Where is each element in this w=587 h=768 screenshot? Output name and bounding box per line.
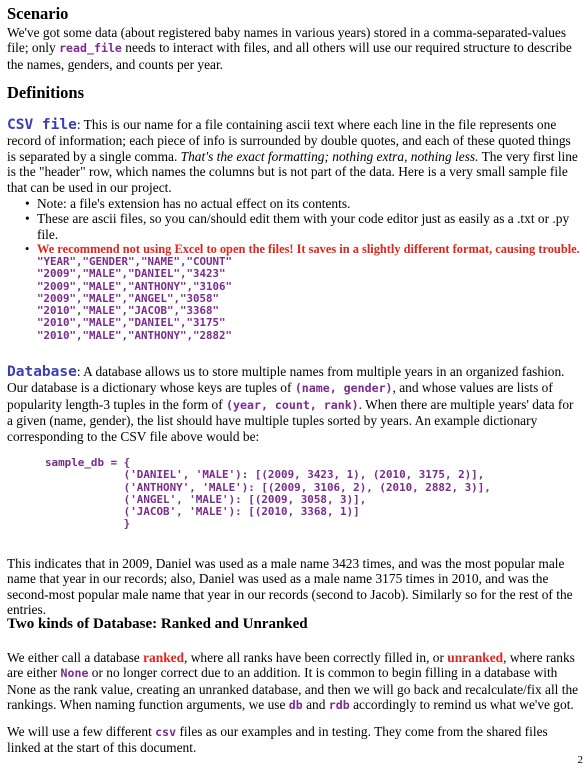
code-line: "2009","MALE","DANIEL","3423" xyxy=(37,267,226,281)
csv-sample-code xyxy=(37,256,557,342)
name-gender-code: (name, gender) xyxy=(294,381,393,396)
db-code: db xyxy=(288,698,303,713)
bullet-icon: • xyxy=(25,196,30,212)
bullet-icon: • xyxy=(25,211,30,227)
code-line: "2010","MALE","ANTHONY","2882" xyxy=(37,328,233,342)
csv-definition xyxy=(7,117,581,258)
read-file-code: read_file xyxy=(59,41,122,56)
unranked-term: unranked xyxy=(447,650,504,665)
database-definition xyxy=(7,364,581,444)
ranked-term: ranked xyxy=(143,650,185,665)
code-line: "2010","MALE","DANIEL","3175" xyxy=(37,316,226,330)
sample-dict-code xyxy=(45,457,581,531)
csv-notes-list xyxy=(7,196,581,258)
code-line: "2009","MALE","ANTHONY","3106" xyxy=(37,279,233,293)
code-line: ('ANTHONY', 'MALE'): [(2009, 3106, 2), (2010, 2882, 3)], xyxy=(123,480,491,494)
ranked-unranked-paragraph-block xyxy=(7,650,581,714)
year-count-rank-code: (year, count, rank) xyxy=(226,397,359,412)
none-code: None xyxy=(60,666,89,681)
code-line: "YEAR","GENDER","NAME","COUNT" xyxy=(37,255,233,268)
two-kinds-section xyxy=(7,615,581,633)
definitions-heading: Definitions xyxy=(7,83,85,102)
csv-files-paragraph: We will use a few different csv files as our examples and in testing. They come from the shared files linked at the start of this document. xyxy=(7,724,548,756)
rdb-code: rdb xyxy=(328,698,350,713)
code-line: "2010","MALE","JACOB","3368" xyxy=(37,304,220,318)
code-line: ('DANIEL', 'MALE'): [(2009, 3423, 1), (2010, 3175, 2)], xyxy=(123,468,485,482)
code-line: ('ANGEL', 'MALE'): [(2009, 3058, 3)], xyxy=(123,492,367,506)
ranked-unranked-paragraph: We either call a database ranked, where all ranks have been correctly filled in, or unranked, where ranks are either None or no longer correct due to an addition. It is common to begin filling in a database with None as the rank value, creating an unranked database, and then we will go back and recalculate/fix all the rankings. When naming function arguments, we use db and rdb accordingly to remind us what we've got. xyxy=(7,650,579,713)
code-line: } xyxy=(45,517,131,531)
two-kinds-heading: Two kinds of Database: Ranked and Unranked xyxy=(7,616,308,632)
list-item-warning: • We recommend not using Excel to open the files! It saves in a slightly different format, causing trouble. xyxy=(25,242,580,257)
page-number: 2 xyxy=(577,753,583,766)
code-line: ('JACOB', 'MALE'): [(2010, 3368, 1)] xyxy=(123,505,360,519)
code-line: "2009","MALE","ANGEL","3058" xyxy=(37,291,220,305)
explanation xyxy=(7,556,581,618)
csv-paragraph: CSV file: This is our name for a file containing ascii text where each line in the file represents one record of information; each piece of info is surrounded by double quotes, and each of these quoted things is separated by a single comma. That's the exact formatting; nothing extra, nothing less. The very first line is the "header" row, which names the columns but is not part of the data. Here is a very small sample file that can be used in our project. xyxy=(7,117,578,195)
csv-code: csv xyxy=(155,725,177,739)
database-term: Database xyxy=(7,364,77,380)
bullet-icon: • xyxy=(25,242,30,257)
csv-files-paragraph-block xyxy=(7,724,581,756)
definitions-section xyxy=(7,83,581,103)
csv-sample-block xyxy=(37,256,557,342)
scenario-section xyxy=(7,4,581,72)
code-line: sample_db = { xyxy=(45,456,131,469)
explanation-paragraph: This indicates that in 2009, Daniel was used as a male name 3423 times, and was the most popular male name that year in our records; also, Daniel was used as a male name 3175 times in 2010, and was the second-most popular male name that year in our records (second to Jacob). Similarly so for the rest of the entries. xyxy=(7,556,573,618)
list-item: • Note: a file's extension has no actual effect on its contents. xyxy=(25,196,351,212)
sample-dict-block xyxy=(45,457,581,531)
scenario-heading: Scenario xyxy=(7,4,69,23)
scenario-paragraph: We've got some data (about registered baby names in various years) stored in a comma-separated-values file; only read_file needs to interact with files, and all others will use our required structure to describe the names, genders, and counts per year. xyxy=(7,25,572,72)
list-item: • These are ascii files, so you can/should edit them with your code editor just as easily as a .txt or .py file. xyxy=(25,211,570,242)
csv-file-term: CSV file xyxy=(7,117,77,133)
database-paragraph: Database: A database allows us to store multiple names from multiple years in an organized fashion. Our database is a dictionary whose keys are tuples of (name, gender), and whose values are lists of popularity length-3 tuples in the form of (year, count, rank). When there are multiple years' data for a given (name, gender), the list should have multiple tuples sorted by years. An example dictionary corresponding to the CSV file above would be: xyxy=(7,364,574,444)
